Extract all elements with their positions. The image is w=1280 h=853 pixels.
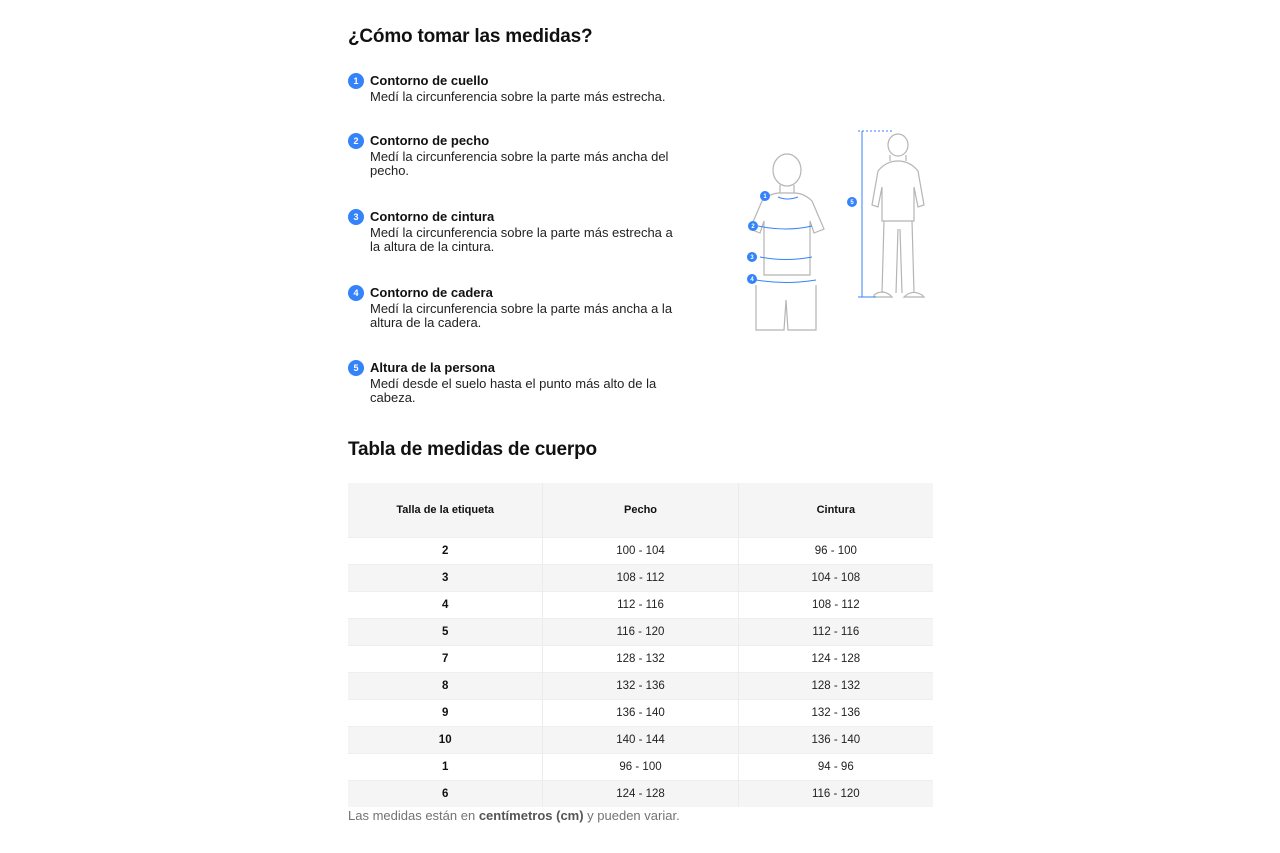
step-number-badge: 3 [348, 209, 364, 225]
step-title: Contorno de pecho [370, 133, 490, 148]
table-row [348, 727, 933, 754]
table-row [348, 700, 933, 727]
step-description: Medí desde el suelo hasta el punto más alto de la cabeza. [370, 376, 657, 405]
size-label-cell: 5 [348, 619, 543, 646]
waist-cell: 104 - 108 [738, 565, 933, 592]
body-measurements-illustration [740, 125, 940, 340]
chest-cell: 128 - 132 [543, 646, 738, 673]
waist-cell: 132 - 136 [738, 700, 933, 727]
chest-cell: 124 - 128 [543, 781, 738, 808]
chest-cell: 136 - 140 [543, 700, 738, 727]
chest-cell: 108 - 112 [543, 565, 738, 592]
chest-cell: 112 - 116 [543, 592, 738, 619]
marker-2-label: 2 [751, 224, 755, 230]
units-footnote [348, 808, 680, 823]
size-table [348, 483, 933, 807]
footnote-suffix: y pueden variar. [583, 808, 680, 823]
chest-cell: 140 - 144 [543, 727, 738, 754]
table-row [348, 781, 933, 808]
waist-cell: 108 - 112 [738, 592, 933, 619]
footnote-prefix: Las medidas están en [348, 808, 479, 823]
marker-5-label: 5 [850, 200, 854, 206]
step-title: Contorno de cuello [370, 73, 489, 88]
marker-3-label: 3 [750, 255, 754, 261]
waist-cell: 94 - 96 [738, 754, 933, 781]
waist-cell: 124 - 128 [738, 646, 933, 673]
size-label-cell: 9 [348, 700, 543, 727]
waist-cell: 96 - 100 [738, 538, 933, 565]
table-header-row [348, 483, 933, 538]
size-label-cell: 7 [348, 646, 543, 673]
size-label-cell: 1 [348, 754, 543, 781]
size-label-cell: 8 [348, 673, 543, 700]
step-number-badge: 4 [348, 285, 364, 301]
waist-cell: 112 - 116 [738, 619, 933, 646]
step-description: Medí la circunferencia sobre la parte más estrecha. [370, 89, 666, 104]
body-measurements-icon [740, 125, 940, 340]
page-title: ¿Cómo tomar las medidas? [348, 26, 593, 47]
step-description: Medí la circunferencia sobre la parte más estrecha a la altura de la cintura. [370, 225, 673, 254]
table-row [348, 565, 933, 592]
table-row [348, 619, 933, 646]
chest-cell: 96 - 100 [543, 754, 738, 781]
table-row [348, 673, 933, 700]
table-row [348, 538, 933, 565]
marker-4-label: 4 [750, 277, 754, 283]
footnote-units: centímetros (cm) [478, 808, 584, 823]
column-header-chest: Pecho [543, 483, 738, 538]
chest-cell: 132 - 136 [543, 673, 738, 700]
table-row [348, 592, 933, 619]
table-row [348, 646, 933, 673]
marker-1-label: 1 [763, 194, 767, 200]
step-title: Contorno de cintura [370, 209, 495, 224]
waist-cell: 136 - 140 [738, 727, 933, 754]
size-label-cell: 4 [348, 592, 543, 619]
table-row [348, 754, 933, 781]
size-label-cell: 10 [348, 727, 543, 754]
size-label-cell: 3 [348, 565, 543, 592]
column-header-waist: Cintura [738, 483, 933, 538]
size-table-title: Tabla de medidas de cuerpo [348, 439, 597, 460]
step-description: Medí la circunferencia sobre la parte más ancha del pecho. [370, 149, 669, 178]
size-label-cell: 2 [348, 538, 543, 565]
step-number-badge: 2 [348, 133, 364, 149]
waist-cell: 128 - 132 [738, 673, 933, 700]
size-label-cell: 6 [348, 781, 543, 808]
step-number-badge: 5 [348, 360, 364, 376]
step-title: Contorno de cadera [370, 285, 493, 300]
column-header-label-size: Talla de la etiqueta [348, 483, 543, 538]
step-number-badge: 1 [348, 73, 364, 89]
step-title: Altura de la persona [370, 360, 495, 375]
chest-cell: 116 - 120 [543, 619, 738, 646]
step-description: Medí la circunferencia sobre la parte más ancha a la altura de la cadera. [370, 301, 673, 330]
waist-cell: 116 - 120 [738, 781, 933, 808]
chest-cell: 100 - 104 [543, 538, 738, 565]
